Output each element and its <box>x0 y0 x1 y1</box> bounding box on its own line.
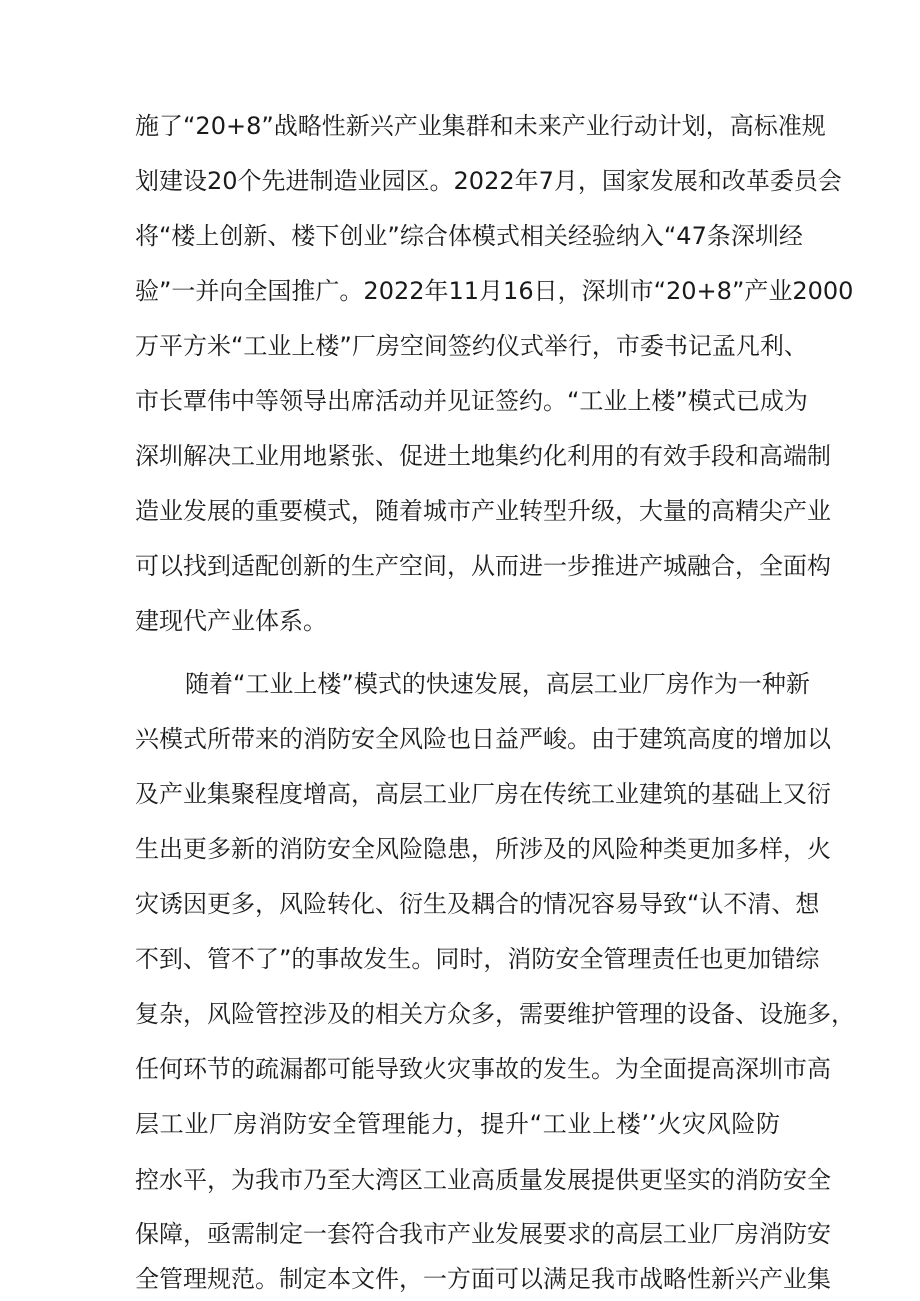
text-line: 及产业集聚程度增高，高层工业厂房在传统工业建筑的基础上又衍 <box>135 780 831 808</box>
text-line: 划建设20个先进制造业园区。2022年7月，国家发展和改革委员会 <box>135 167 842 195</box>
text-line: 生出更多新的消防安全风险隐患，所涉及的风险种类更加多样，火 <box>135 835 831 863</box>
text-line: 不到、管不了”的事故发生。同时，消防安全管理责任也更加错综 <box>135 945 820 973</box>
text-line: 随着“工业上楼”模式的快速发展，高层工业厂房作为一种新 <box>185 670 810 698</box>
text-line: 验”一并向全国推广。2022年11月16日，深圳市“20+8”产业2000 <box>135 277 854 305</box>
text-line: 全管理规范。制定本文件，一方面可以满足我市战略性新兴产业集 <box>135 1265 831 1293</box>
text-line: 施了“20+8”战略性新兴产业集群和未来产业行动计划，高标准规 <box>135 112 826 140</box>
text-line: 建现代产业体系。 <box>135 607 327 635</box>
text-line: 复杂，风险管控涉及的相关方众多，需要维护管理的设备、设施多， <box>135 1000 855 1028</box>
text-line: 兴模式所带来的消防安全风险也日益严峻。由于建筑高度的增加以 <box>135 725 831 753</box>
text-line: 可以找到适配创新的生产空间，从而进一步推进产城融合，全面构 <box>135 552 831 580</box>
text-line: 层工业厂房消防安全管理能力，提升“工业上楼’’火灾风险防 <box>135 1110 780 1138</box>
text-line: 将“楼上创新、楼下创业”综合体模式相关经验纳入“47条深圳经 <box>135 222 803 250</box>
text-line: 万平方米“工业上楼”厂房空间签约仪式举行，市委书记孟凡利、 <box>135 332 808 360</box>
text-line: 市长覃伟中等领导出席活动并见证签约。“工业上楼”模式已成为 <box>135 387 808 415</box>
text-line: 深圳解决工业用地紧张、促进土地集约化利用的有效手段和高端制 <box>135 442 831 470</box>
text-line: 任何环节的疏漏都可能导致火灾事故的发生。为全面提高深圳市高 <box>135 1055 831 1083</box>
text-line: 控水平，为我市乃至大湾区工业高质量发展提供更坚实的消防安全 <box>135 1166 831 1194</box>
text-line: 保障，亟需制定一套符合我市产业发展要求的高层工业厂房消防安 <box>135 1220 831 1248</box>
text-line: 造业发展的重要模式，随着城市产业转型升级，大量的高精尖产业 <box>135 497 831 525</box>
text-line: 灾诱因更多，风险转化、衍生及耦合的情况容易导致“认不清、想 <box>135 890 820 918</box>
